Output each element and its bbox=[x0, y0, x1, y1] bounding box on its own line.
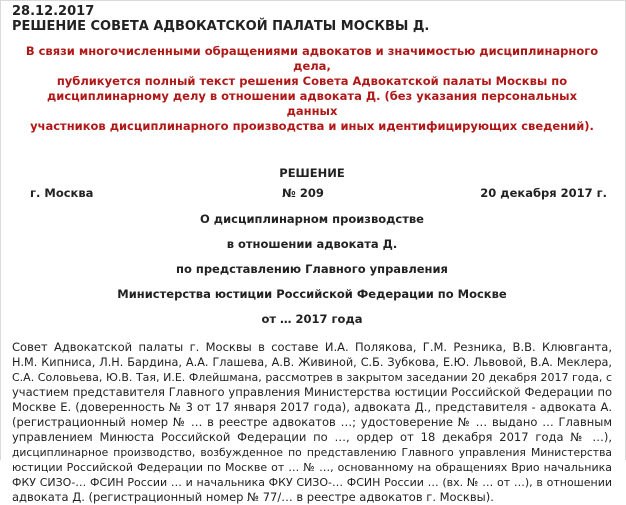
body-line: Совет Адвокатской палаты г. Москвы в составе И.А. Полякова, Г.М. Резника, В.В. Клювганта, bbox=[12, 340, 612, 354]
body-line: ФКУ СИЗО-… ФСИН России … и начальника ФКУ СИЗО-… ФСИН России … (вх. № … от …), в отношении bbox=[12, 476, 612, 489]
body-line: юстиции Российской Федерации по Москве от … № …, основанному на обращениях Врио начальника bbox=[12, 461, 612, 474]
notice-line: В связи многочисленными обращениями адвокатов и значимостью дисциплинарного дела, bbox=[25, 44, 599, 73]
decision-meta bbox=[12, 184, 612, 204]
notice-line: дисциплинарному делу в отношении адвоката Д. (без указания персональных данных bbox=[47, 89, 577, 118]
decision-date: 20 декабря 2017 г. bbox=[480, 186, 607, 200]
notice-line: публикуется полный текст решения Совета Адвокатской палаты Москвы по bbox=[56, 74, 568, 88]
decision-city: г. Москва bbox=[30, 186, 94, 200]
notice-line: участников дисциплинарного производства и иных идентифицирующих сведений). bbox=[30, 119, 594, 133]
body-line: адвоката Д. (регистрационный номер № 77/… в реестре адвокатов г. Москвы). bbox=[12, 490, 494, 504]
document-page bbox=[12, 4, 612, 505]
body-line: дисциплинарное производство, возбужденное по представлению Главного управления Министерства bbox=[12, 446, 612, 459]
decision-heading: РЕШЕНИЕ bbox=[279, 166, 345, 180]
body-line: Москве Е. (доверенность № 3 от 17 января 2017 года), адвоката Д., представителя - адвоката А. bbox=[12, 400, 612, 414]
body-line: Н.М. Кипниса, Л.Н. Бардина, А.А. Глашева, А.В. Живиной, С.Б. Зубкова, Е.Ю. Львовой, В.А. Меклера, bbox=[12, 356, 612, 369]
subject-line: Министерства юстиции Российской Федерации по Москве bbox=[117, 287, 507, 301]
body-line: (регистрационный номер № … в реестре адвокатов …; удостоверение № … выдано … Главным bbox=[12, 415, 612, 429]
body-line: управлением Минюста Российской Федерации по …, ордер от 18 декабря 2017 года № …), bbox=[12, 430, 612, 444]
publication-notice bbox=[20, 44, 604, 134]
document-title: РЕШЕНИЕ СОВЕТА АДВОКАТСКОЙ ПАЛАТЫ МОСКВЫ Д. bbox=[12, 19, 430, 34]
subject-line: О дисциплинарном производстве bbox=[200, 212, 424, 226]
decision-number: № 209 bbox=[282, 186, 324, 200]
body-line: участием представителя Главного управления Министерства юстиции Российской Федерации по bbox=[12, 385, 612, 399]
subject-line: в отношении адвоката Д. bbox=[226, 237, 398, 251]
decision-body-paragraph bbox=[12, 340, 612, 505]
subject-line: от … 2017 года bbox=[261, 312, 363, 326]
publication-date: 28.12.2017 bbox=[12, 4, 95, 19]
subject-line: по представлению Главного управления bbox=[176, 262, 448, 276]
body-line: С.А. Соловьева, Ю.В. Тая, И.Е. Флейшмана, рассмотрев в закрытом заседании 20 декабря 2017 года, с bbox=[12, 371, 612, 384]
